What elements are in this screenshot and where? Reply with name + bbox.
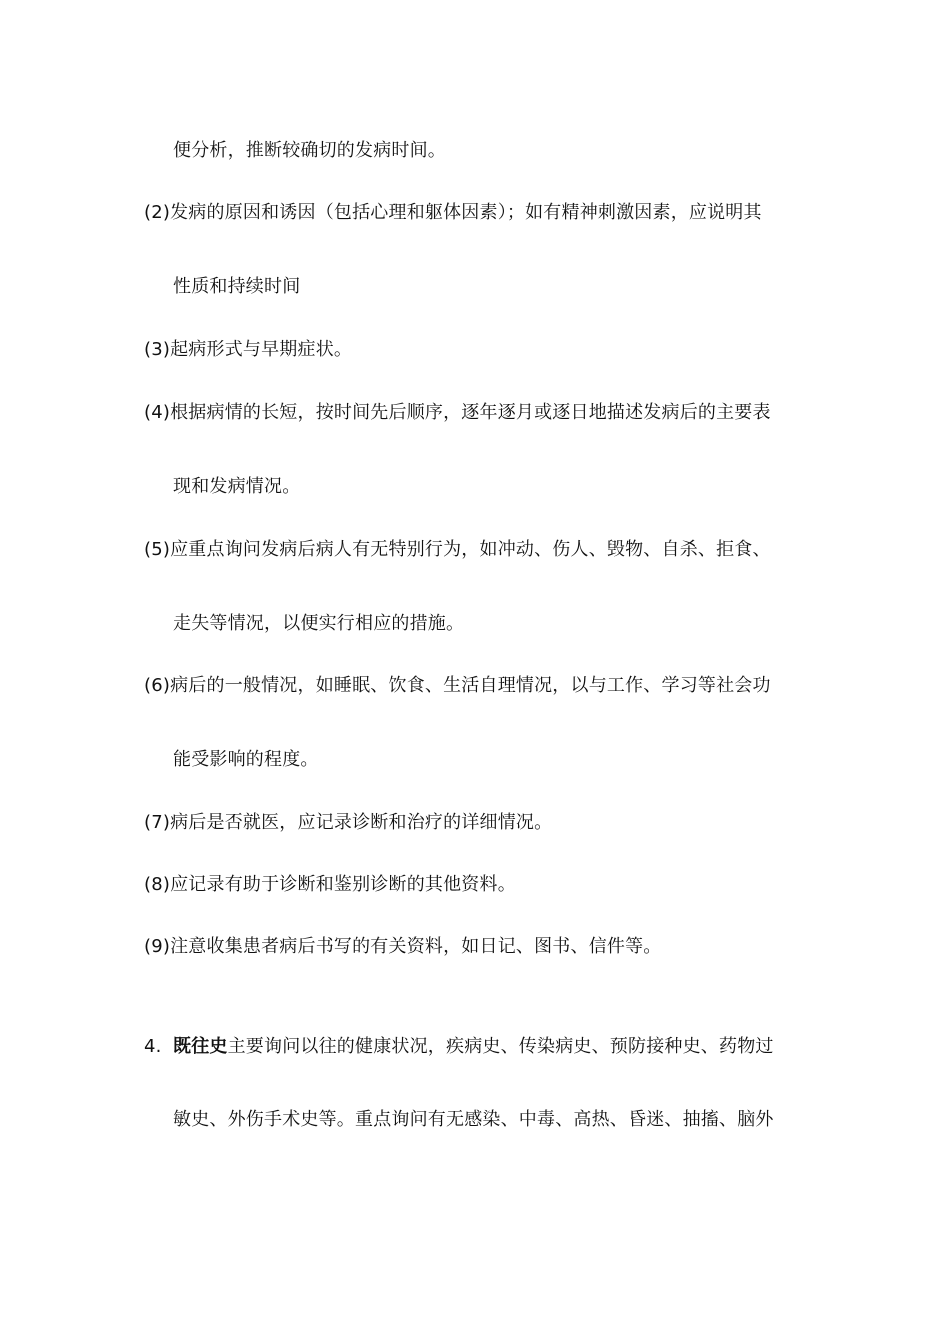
section-text: 主要询问以往的健康状况，疾病史、传染病史、预防接种史、药物过 <box>227 1036 774 1057</box>
item-text: 病后的一般情况，如睡眠、饮食、生活自理情况，以与工作、学习等社会功 <box>170 675 771 696</box>
list-item-5 <box>144 538 771 562</box>
item-text: 发病的原因和诱因（包括心理和躯体因素）；如有精神刺激因素，应说明其 <box>170 202 762 223</box>
item-number: (7) <box>144 812 171 833</box>
list-item-9 <box>144 935 662 959</box>
item-text: 病后是否就医，应记录诊断和治疗的详细情况。 <box>170 812 553 833</box>
list-item-3 <box>144 338 352 362</box>
list-item-6-continuation: 能受影响的程度。 <box>173 749 319 770</box>
section-4-first-line <box>173 1035 774 1059</box>
section-4-continuation: 敏史、外伤手术史等。重点询问有无感染、中毒、高热、昏迷、抽搐、脑外 <box>173 1109 774 1130</box>
section-4-number: 4. <box>144 1036 162 1057</box>
item-number: (5) <box>144 539 171 560</box>
list-item-4-continuation: 现和发病情况。 <box>173 476 301 497</box>
item-text: 根据病情的长短，按时间先后顺序，逐年逐月或逐日地描述发病后的主要表 <box>170 402 771 423</box>
list-item-8 <box>144 873 516 897</box>
list-item-2-continuation: 性质和持续时间 <box>173 276 301 297</box>
item-number: (2) <box>144 202 171 223</box>
item-text: 注意收集患者病后书写的有关资料，如日记、图书、信件等。 <box>170 936 662 957</box>
item-number: (6) <box>144 675 171 696</box>
item-number: (9) <box>144 936 171 957</box>
list-item-2 <box>144 201 762 225</box>
intro-continuation: 便分析，推断较确切的发病时间。 <box>173 140 446 161</box>
list-item-4 <box>144 401 771 425</box>
item-number: (3) <box>144 339 171 360</box>
item-text: 起病形式与早期症状。 <box>170 339 353 360</box>
list-item-5-continuation: 走失等情况，以便实行相应的措施。 <box>173 613 465 634</box>
list-item-7 <box>144 811 552 835</box>
item-number: (4) <box>144 402 171 423</box>
item-text: 应记录有助于诊断和鉴别诊断的其他资料。 <box>170 874 516 895</box>
item-text: 应重点询问发病后病人有无特别行为，如冲动、伤人、毁物、自杀、拒食、 <box>170 539 771 560</box>
item-number: (8) <box>144 874 171 895</box>
section-heading: 既往史 <box>173 1036 228 1057</box>
list-item-6 <box>144 674 771 698</box>
